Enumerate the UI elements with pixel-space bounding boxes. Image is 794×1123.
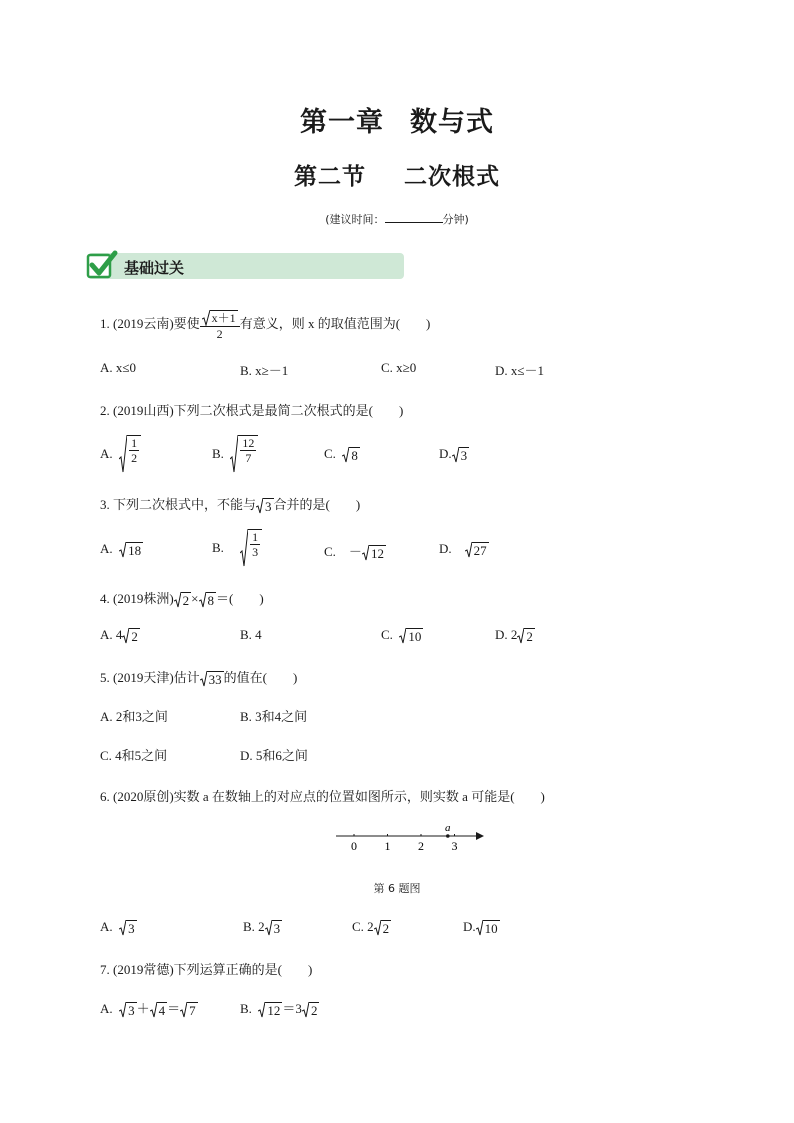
q5-stem-post: 的值在( ) — [223, 670, 298, 685]
check-icon — [86, 249, 118, 281]
figure-caption: 第 6 题图 — [373, 882, 421, 895]
q4-radicand-1: 2 — [182, 592, 190, 608]
chapter-number: 第一章 — [300, 107, 384, 138]
q4-stem-post: ＝( ) — [216, 591, 264, 606]
q2-a-label: A. — [100, 446, 113, 461]
q1-radicand: x＋1 — [211, 310, 236, 325]
axis-tick-label: 0 — [351, 839, 357, 853]
q6-a-radicand: 3 — [128, 920, 135, 936]
q4-a-radicand: 2 — [131, 628, 138, 644]
q3-b-num: 1 — [252, 530, 259, 544]
q4-option-b[interactable]: B. 4 — [240, 627, 262, 642]
q1-stem-pre: 1. (2019云南)要使 — [100, 316, 200, 331]
q1-denominator: 2 — [216, 326, 223, 341]
q3-c-radicand: 12 — [370, 545, 384, 561]
q3-c-label: C. — [324, 544, 336, 559]
q2-b-label: B. — [212, 446, 224, 461]
q6-option-a[interactable] — [100, 919, 137, 937]
q7-option-a[interactable] — [100, 998, 198, 1019]
axis-tick-label: 1 — [384, 839, 391, 853]
question-7: 7. (2019常德)下列运算正确的是( ) — [100, 962, 313, 977]
q6-d-label: D. — [463, 919, 476, 934]
q7-b-eq: ＝3 — [282, 1001, 302, 1016]
point-a-label: a — [445, 822, 451, 834]
q1-stem-post: 有意义，则 x 的取值范围为( ) — [239, 316, 431, 331]
q7-a-radicand-2: 4 — [158, 1002, 166, 1018]
q5-option-d[interactable]: D. 5和6之间 — [240, 748, 308, 763]
q5-option-b[interactable]: B. 3和4之间 — [240, 709, 308, 724]
time-suffix: 分钟) — [442, 213, 469, 226]
q1-option-d[interactable]: D. x≤－1 — [495, 363, 545, 378]
section-title — [0, 158, 794, 191]
q4-option-a[interactable] — [100, 627, 140, 645]
q6-a-label: A. — [100, 919, 113, 934]
point-a — [446, 834, 450, 838]
question-2: 2. (2019山西)下列二次根式是最简二次根式的是( ) — [100, 403, 404, 418]
q2-c-label: C. — [324, 446, 336, 461]
q7-option-b[interactable] — [240, 998, 319, 1019]
q3-b-den: 3 — [252, 545, 259, 559]
q3-stem-radicand: 3 — [265, 498, 272, 514]
number-line — [330, 820, 490, 854]
q2-option-a[interactable] — [100, 432, 141, 476]
arrow-icon — [476, 832, 484, 840]
q2-c-radicand: 8 — [351, 447, 358, 463]
q1-option-b[interactable]: B. x≥－1 — [240, 363, 289, 378]
q4-a-label: A. 4 — [100, 627, 123, 642]
chapter-topic: 数与式 — [410, 107, 494, 138]
chapter-title — [0, 100, 794, 139]
q2-option-d[interactable] — [439, 446, 469, 464]
q4-option-d[interactable] — [495, 627, 535, 645]
q6-c-radicand: 2 — [382, 920, 390, 936]
q6-option-c[interactable] — [352, 919, 391, 937]
q3-option-c[interactable] — [324, 541, 386, 562]
q5-stem-radicand: 33 — [208, 671, 222, 687]
q6-d-radicand: 10 — [484, 920, 498, 936]
q7-a-radicand-1: 3 — [128, 1002, 135, 1018]
q1-option-a[interactable]: A. x≤0 — [100, 360, 137, 375]
q4-d-radicand: 2 — [526, 628, 533, 644]
q7-b-label: B. — [240, 1001, 252, 1016]
q6-b-label: B. 2 — [243, 919, 265, 934]
question-4 — [100, 588, 264, 609]
question-1 — [100, 304, 430, 344]
q3-option-b[interactable] — [212, 526, 262, 570]
suggested-time — [0, 211, 794, 227]
question-6: 6. (2020原创)实数 a 在数轴上的对应点的位置如图所示，则实数 a 可能是( ) — [100, 789, 545, 804]
axis-tick-label: 3 — [451, 839, 458, 853]
question-5 — [100, 667, 297, 688]
q3-stem-pre: 3. 下列二次根式中，不能与 — [100, 497, 257, 512]
q7-b-radicand-1: 12 — [267, 1002, 281, 1018]
q5-option-c[interactable]: C. 4和5之间 — [100, 748, 168, 763]
q3-option-a[interactable] — [100, 541, 143, 559]
q2-d-label: D. — [439, 446, 452, 461]
time-prefix: (建议时间： — [325, 213, 385, 226]
q3-a-radicand: 18 — [128, 542, 142, 558]
q7-a-plus: ＋ — [136, 1001, 150, 1016]
q1-fraction — [200, 309, 240, 340]
q2-a-den: 2 — [131, 451, 138, 465]
q3-option-d[interactable] — [439, 541, 489, 559]
q3-b-label: B. — [212, 540, 224, 555]
section-number: 第二节 — [294, 164, 366, 190]
q3-d-label: D. — [439, 541, 452, 556]
q4-d-label: D. 2 — [495, 627, 518, 642]
q4-c-label: C. — [381, 627, 393, 642]
q6-b-radicand: 3 — [273, 920, 281, 936]
question-3 — [100, 494, 360, 515]
q1-option-c[interactable]: C. x≥0 — [381, 360, 417, 375]
q4-stem-pre: 4. (2019株洲) — [100, 591, 174, 606]
q4-c-radicand: 10 — [408, 628, 422, 644]
q3-d-radicand: 27 — [473, 542, 487, 558]
q2-a-num: 1 — [131, 436, 138, 450]
q7-a-radicand-3: 7 — [189, 1002, 196, 1018]
q2-option-b[interactable] — [212, 432, 258, 476]
axis-tick-label: 2 — [418, 839, 424, 853]
q2-option-c[interactable] — [324, 446, 360, 464]
q4-radicand-2: 8 — [207, 592, 215, 608]
q7-a-label: A. — [100, 1001, 113, 1016]
q5-stem-pre: 5. (2019天津)估计 — [100, 670, 200, 685]
q4-times: × — [191, 591, 199, 606]
q2-b-den: 7 — [245, 451, 252, 465]
q5-option-a[interactable]: A. 2和3之间 — [100, 709, 168, 724]
q2-d-radicand: 3 — [460, 447, 468, 463]
section-topic: 二次根式 — [404, 164, 500, 190]
q6-c-label: C. 2 — [352, 919, 374, 934]
q2-b-num: 12 — [242, 436, 255, 450]
q6-option-b[interactable] — [243, 919, 282, 937]
banner-label: 基础过关 — [124, 259, 185, 277]
q7-a-eq: ＝ — [167, 1001, 181, 1016]
q7-b-radicand-2: 2 — [310, 1002, 318, 1018]
q6-option-d[interactable] — [463, 919, 500, 937]
q3-stem-post: 合并的是( ) — [273, 497, 361, 512]
q3-c-sign: － — [348, 544, 362, 559]
q3-a-label: A. — [100, 541, 113, 556]
q4-option-c[interactable] — [381, 627, 423, 645]
time-blank — [385, 212, 443, 223]
